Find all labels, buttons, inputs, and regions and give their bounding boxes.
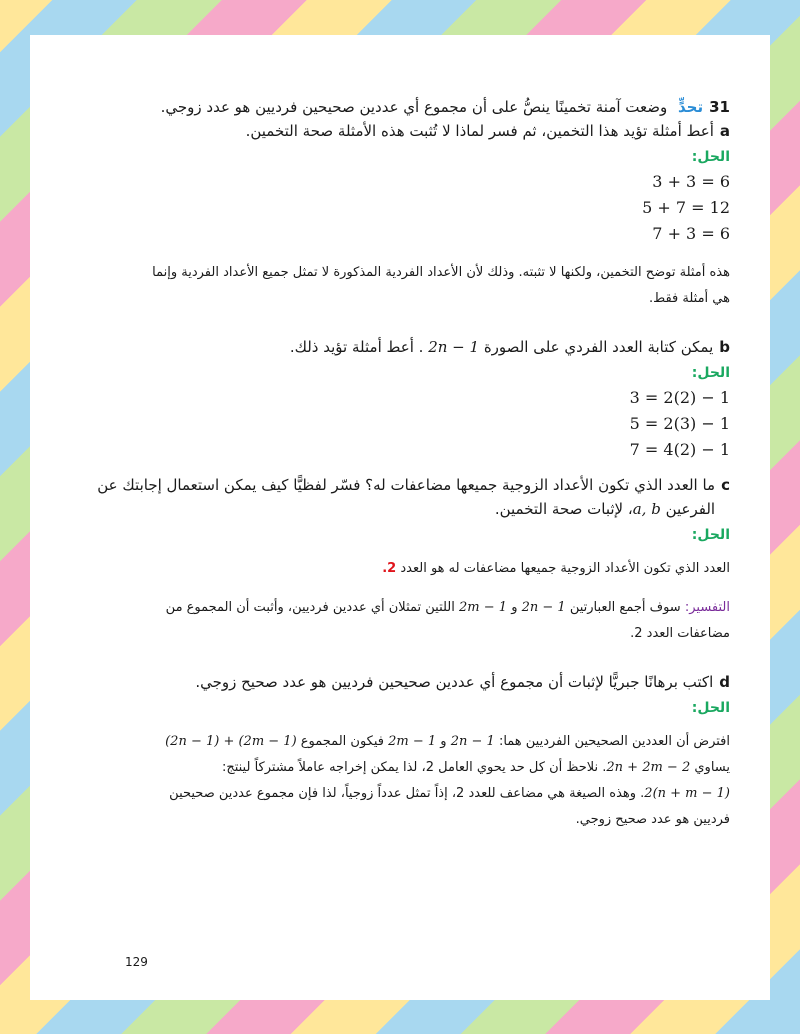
math-expression: 2n − 1 (428, 338, 480, 356)
part-d-letter: d (719, 673, 730, 691)
explanation-a: هذه أمثلة توضح التخمين، ولكنها لا تثبته. وذلك لأن الأعداد الفردية المذكورة لا تمثل جميع الأعداد الفردية وإنما هي أمثلة فقط. (152, 265, 730, 306)
part-a-text: أعط أمثلة تؤيد هذا التخمين، ثم فسر لماذا لا تُثبت هذه الأمثلة صحة التخمين. (245, 122, 714, 140)
page-number: 129 (125, 955, 148, 969)
equation: 7 = 4(2) − 1 (629, 440, 730, 459)
part-c-question: c ما العدد الذي تكون الأعداد الزوجية جميعها مضاعفات له؟ فسّر لفظيًّا كيف يمكن استعمال إجابتك عن الفرعين a, b، لإثبات صحة التخمين. (80, 473, 730, 521)
tafsir-label: التفسير: (684, 600, 730, 615)
question-number: 31 (709, 98, 730, 116)
page (30, 35, 770, 1000)
answer-value: 2. (382, 561, 397, 576)
equation: 7 + 3 = 6 (652, 224, 730, 243)
equation: 5 = 2(3) − 1 (629, 414, 730, 433)
solution-label-d: الحل: (691, 700, 730, 716)
answer-c: العدد الذي تكون الأعداد الزوجية جميعها مضاعفات له هو العدد 2. (382, 561, 730, 576)
solution-label-a: الحل: (691, 149, 730, 165)
equations-a (90, 169, 730, 247)
challenge-label: تحدٍّ (678, 98, 704, 116)
part-d-question (80, 670, 730, 694)
tafsir-c: التفسير: سوف أجمع العبارتين 2n − 1 و 2m − 1 اللتين تمثلان أي عددين فرديين، وأثبت أن المجموع من مضاعفات العدد 2. (165, 600, 730, 641)
part-b-letter: b (719, 338, 730, 356)
part-b-question: b يمكن كتابة العدد الفردي على الصورة 2n − 1 . أعط أمثلة تؤيد ذلك. (80, 335, 730, 359)
equation: 5 + 7 = 12 (642, 198, 730, 217)
equations-b (90, 385, 730, 463)
part-d-text: اكتب برهانًا جبريًّا لإثبات أن مجموع أي عددين صحيحين فرديين هو عدد صحيح زوجي. (195, 673, 714, 691)
question-31 (80, 95, 730, 119)
proof-d: افترض أن العددين الصحيحين الفرديين هما: 2n − 1 و 2m − 1 فيكون المجموع (2n − 1) + (2m − 1) يساوي 2n + 2m − 2. نلاحظ أن كل حد يحوي العامل 2، لذا يمكن إخراجه عاملاً مشتركاً لينتج: 2(n + m − 1). وهذه الصيغة هي مضاعف للعدد 2، إذاً تمثل عدداً زوجياً، لذا فإن مجموع عددين صحيحين فرديين هو عدد صحيح زوجي. (165, 734, 730, 827)
content (80, 95, 730, 846)
part-a-letter: a (719, 122, 730, 140)
math-expression: a, b (632, 500, 661, 518)
equation: 3 = 2(2) − 1 (629, 388, 730, 407)
solution-label-c: الحل: (691, 527, 730, 543)
part-c-letter: c (721, 476, 730, 494)
equation: 3 + 3 = 6 (652, 172, 730, 191)
question-statement: وضعت آمنة تخمينًا ينصُّ على أن مجموع أي عددين صحيحين فرديين هو عدد زوجي. (160, 98, 668, 116)
solution-label-b: الحل: (691, 365, 730, 381)
part-a-question (80, 119, 730, 143)
